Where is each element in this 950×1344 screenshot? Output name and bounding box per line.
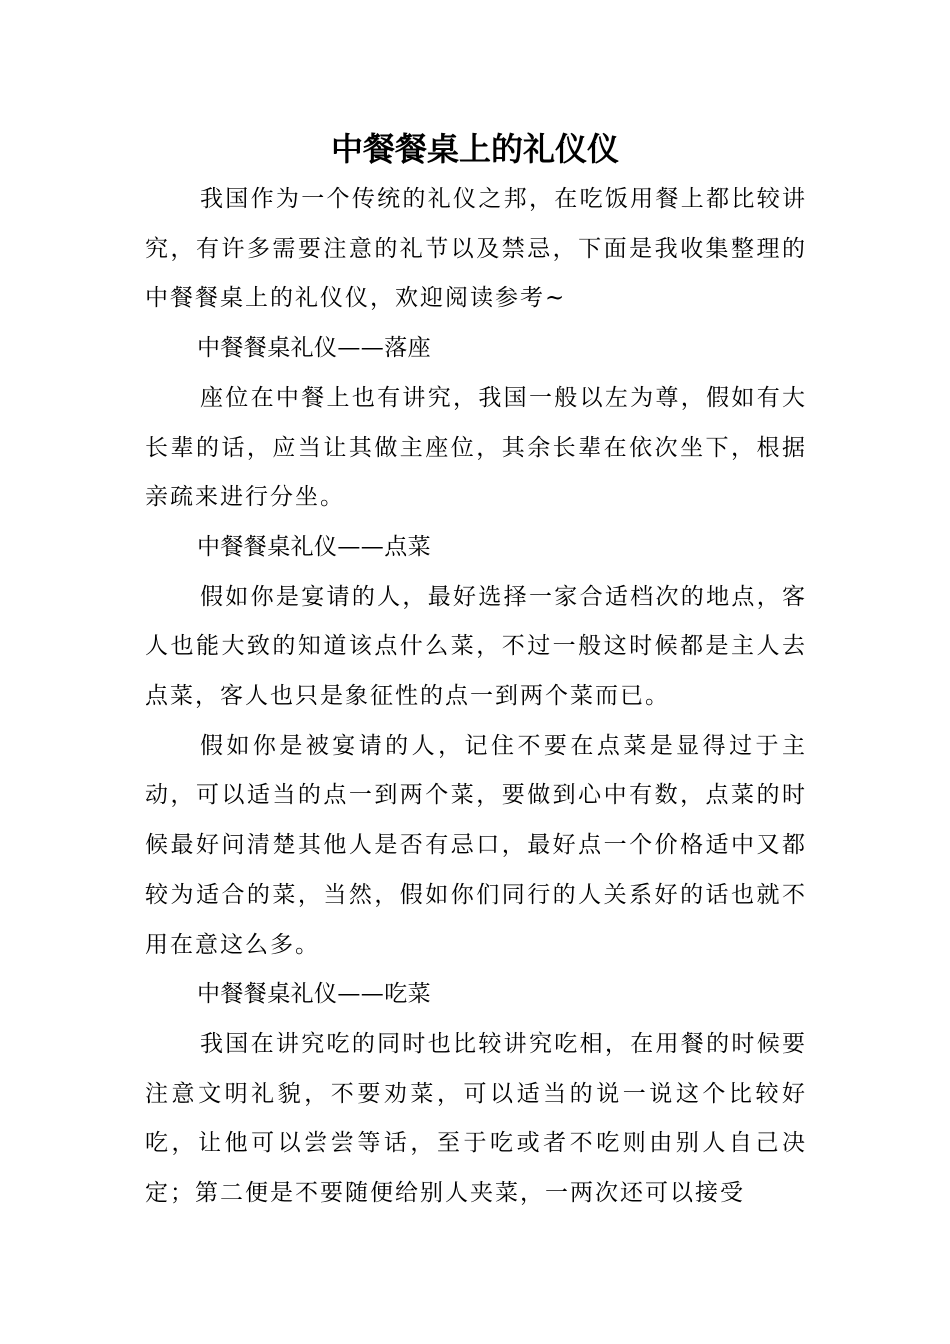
document-body: [145, 175, 807, 1219]
eating-paragraph: 我国在讲究吃的同时也比较讲究吃相，在用餐的时候要注意文明礼貌，不要劝菜，可以适当的说一说这个比较好吃，让他可以尝尝等话，至于吃或者不吃则由别人自己决定；第二便是不要随便给别人夹菜，一两次还可以接受: [145, 1030, 807, 1207]
section-heading-seating: 中餐餐桌礼仪——落座: [197, 335, 431, 362]
section-heading-ordering: 中餐餐桌礼仪——点菜: [197, 533, 431, 560]
ordering-host-paragraph: 假如你是宴请的人，最好选择一家合适档次的地点，客人也能大致的知道该点什么菜，不过一般这时候都是主人去点菜，客人也只是象征性的点一到两个菜而已。: [145, 583, 807, 710]
document-title: 中餐餐桌上的礼仪仪: [330, 130, 619, 168]
intro-paragraph: 我国作为一个传统的礼仪之邦，在吃饭用餐上都比较讲究，有许多需要注意的礼节以及禁忌，下面是我收集整理的中餐餐桌上的礼仪仪，欢迎阅读参考~: [145, 186, 807, 312]
ordering-guest-paragraph: 假如你是被宴请的人，记住不要在点菜是显得过于主动，可以适当的点一到两个菜，要做到心中有数，点菜的时候最好问清楚其他人是否有忌口，最好点一个价格适中又都较为适合的菜，当然，假如你们同行的人关系好的话也就不用在意这么多。: [145, 732, 807, 958]
section-heading-eating: 中餐餐桌礼仪——吃菜: [197, 981, 431, 1008]
seating-paragraph: 座位在中餐上也有讲究，我国一般以左为尊，假如有大长辈的话，应当让其做主座位，其余长辈在依次坐下，根据亲疏来进行分坐。: [145, 384, 807, 511]
